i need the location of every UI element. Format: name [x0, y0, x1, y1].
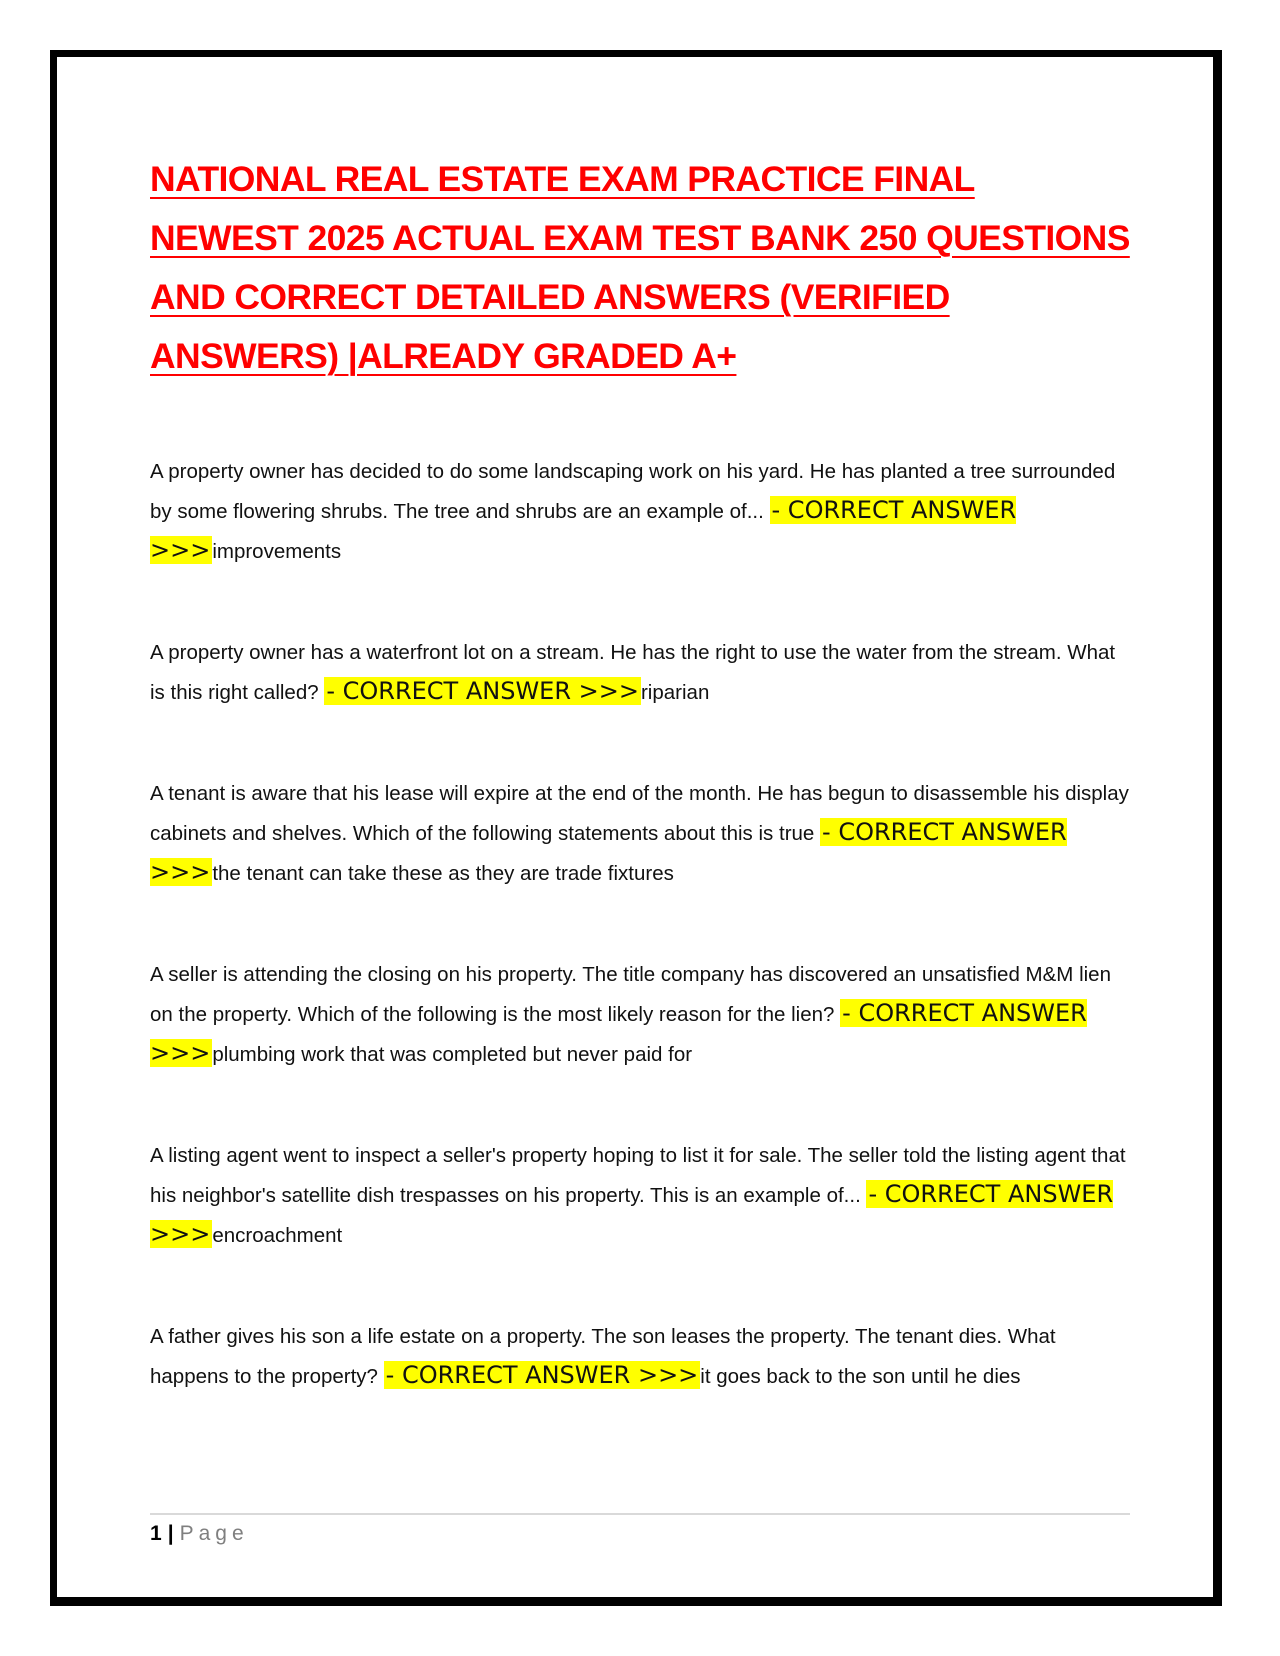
qa-item — [150, 1317, 1130, 1396]
answer-text: improvements — [212, 540, 342, 563]
question-text: A property owner has a waterfront lot on a stream. He has the right to use the water from the stream. What is this right called? — [150, 641, 1116, 704]
answer-text: the tenant can take these as they are trade fixtures — [212, 862, 674, 885]
document-body — [150, 150, 1130, 1396]
footer-separator: | — [167, 1522, 174, 1545]
qa-item — [150, 1136, 1130, 1255]
question-text: A listing agent went to inspect a seller's property hoping to list it for sale. The seller told the listing agent that his neighbor's satellite dish trespasses on his property. This is an example of... — [150, 1144, 1126, 1207]
page-label: Page — [179, 1522, 249, 1545]
answer-text: plumbing work that was completed but never paid for — [212, 1043, 693, 1066]
qa-item — [150, 633, 1130, 712]
correct-answer-marker: - CORRECT ANSWER >>> — [326, 677, 639, 705]
question-text: A property owner has decided to do some landscaping work on his yard. He has planted a tree surrounded by some flowering shrubs. The tree and shrubs are an example of... — [150, 460, 1116, 523]
question-text: A tenant is aware that his lease will expire at the end of the month. He has begun to disassemble his display cabinets and shelves. Which of the following statements about this is true — [150, 782, 1129, 845]
question-text: A seller is attending the closing on his property. The title company has discovered an unsatisfied M&M lien on the property. Which of the following is the most likely reason for the lien? — [150, 963, 1111, 1026]
correct-answer-marker: - CORRECT ANSWER >>> — [150, 999, 1087, 1067]
answer-text: encroachment — [212, 1224, 343, 1247]
qa-item — [150, 955, 1130, 1074]
document-title: NATIONAL REAL ESTATE EXAM PRACTICE FINAL NEWEST 2025 ACTUAL EXAM TEST BANK 250 QUESTIONS AND CORRECT DETAILED ANSWERS (VERIFIED ANSWERS) |ALREADY GRADED A+ — [150, 159, 1130, 376]
answer-text: it goes back to the son until he dies — [700, 1365, 1021, 1388]
correct-answer-marker: - CORRECT ANSWER >>> — [150, 496, 1017, 564]
question-text: A father gives his son a life estate on a property. The son leases the property. The tenant dies. What happens to the property? — [150, 1325, 1056, 1388]
qa-item — [150, 452, 1130, 571]
correct-answer-marker: - CORRECT ANSWER >>> — [385, 1361, 699, 1389]
page-number: 1 — [150, 1522, 162, 1545]
page-footer — [150, 1522, 249, 1546]
correct-answer-marker: - CORRECT ANSWER >>> — [150, 1180, 1114, 1248]
qa-list — [150, 452, 1130, 1396]
qa-item — [150, 774, 1130, 893]
correct-answer-marker: - CORRECT ANSWER >>> — [150, 818, 1067, 886]
answer-text: riparian — [640, 681, 710, 704]
footer-divider — [150, 1513, 1130, 1515]
